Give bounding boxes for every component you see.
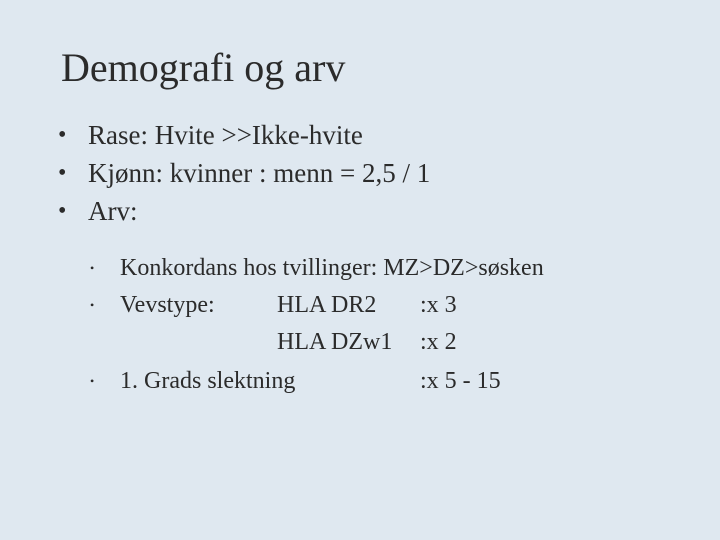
grads-risk: :x 5 - 15 bbox=[420, 368, 501, 394]
slide-title: Demografi og arv bbox=[61, 45, 346, 90]
sub-bullet-dot-icon: • bbox=[90, 374, 95, 388]
vevstype-risk: :x 2 bbox=[420, 329, 457, 355]
bullet-text: Kjønn: kvinner : menn = 2,5 / 1 bbox=[88, 158, 431, 188]
sub-bullet-dot-icon: • bbox=[90, 261, 95, 275]
bullet-dot-icon: • bbox=[58, 160, 67, 186]
bullet-dot-icon: • bbox=[58, 198, 67, 224]
bullet-dot-icon: • bbox=[58, 122, 67, 148]
bullet-text: Arv: bbox=[88, 196, 138, 226]
sub-bullet-dot-icon: • bbox=[90, 298, 95, 312]
sub-item-text: Konkordans hos tvillinger: MZ>DZ>søsken bbox=[120, 255, 544, 281]
grads-label: 1. Grads slektning bbox=[120, 368, 296, 394]
vevstype-risk: :x 3 bbox=[420, 292, 457, 318]
vevstype-allele: HLA DR2 bbox=[277, 292, 377, 318]
vevstype-allele: HLA DZw1 bbox=[277, 329, 393, 355]
vevstype-label: Vevstype: bbox=[120, 292, 215, 318]
bullet-text: Rase: Hvite >>Ikke-hvite bbox=[88, 120, 363, 150]
